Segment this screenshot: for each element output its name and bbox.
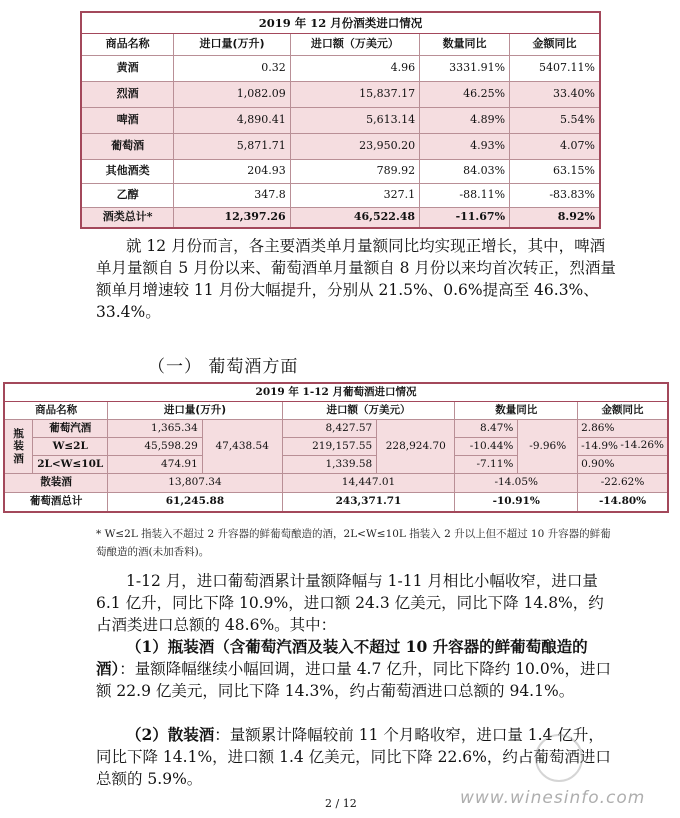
col-header: 进口量(万升) — [108, 402, 282, 420]
cell: 474.91 — [108, 456, 203, 474]
cell: 5.54% — [510, 108, 600, 134]
table-title: 2019 年 1-12 月葡萄酒进口情况 — [4, 383, 668, 402]
cell: 15,837.17 — [290, 82, 419, 108]
cell: 4,890.41 — [174, 108, 290, 134]
cell: 33.40% — [510, 82, 600, 108]
cell: 327.1 — [290, 184, 419, 208]
bulk-text: ：量额累计降幅较前 11 个月略收窄，进口量 1.4 亿升，同比下降 14.1%，进口额 1.4 亿美元，同比下降 22.6%，约占葡萄酒进口总额的 5.9%。 — [96, 726, 611, 788]
cell: 5407.11% — [510, 56, 600, 82]
total-row — [4, 493, 668, 512]
cell: 4.93% — [420, 134, 510, 160]
cell: -14.05% — [455, 474, 578, 493]
page-number: 2 / 12 — [325, 797, 357, 810]
total-row — [81, 208, 600, 228]
cell: 0.90% — [581, 457, 615, 470]
col-header: 数量同比 — [455, 402, 578, 420]
monthly-import-table — [80, 11, 601, 229]
cell: 4.89% — [420, 108, 510, 134]
col-header: 商品名称 — [81, 34, 174, 56]
cell: 789.92 — [290, 160, 419, 184]
cell: W≤2L — [33, 438, 108, 456]
site-watermark: www.winesinfo.com — [460, 788, 646, 808]
bulk-lead: （2）散装酒 — [126, 725, 215, 744]
amt-cell — [578, 456, 668, 474]
amt-cell — [578, 420, 668, 438]
table-row — [81, 82, 600, 108]
bottled-total-val: 228,924.70 — [377, 420, 455, 474]
cell: 3331.91% — [420, 56, 510, 82]
cell: 347.8 — [174, 184, 290, 208]
cell: 46,522.48 — [290, 208, 419, 228]
col-header: 数量同比 — [420, 34, 510, 56]
bottled-label: 瓶装酒 — [4, 420, 33, 474]
cell: 乙醇 — [81, 184, 174, 208]
annual-wine-table — [3, 382, 669, 513]
cell: 4.96 — [290, 56, 419, 82]
table-row — [81, 56, 600, 82]
cell: 1,365.34 — [108, 420, 203, 438]
table-row — [81, 134, 600, 160]
cell: 烈酒 — [81, 82, 174, 108]
cell: 4.07% — [510, 134, 600, 160]
cell: 1,339.58 — [282, 456, 377, 474]
cell: 45,598.29 — [108, 438, 203, 456]
cell: 13,807.34 — [108, 474, 282, 493]
cell: 酒类总计* — [81, 208, 174, 228]
cell: 12,397.26 — [174, 208, 290, 228]
bottled-total-vol: 47,438.54 — [202, 420, 282, 474]
cell: 5,871.71 — [174, 134, 290, 160]
cell: 63.15% — [510, 160, 600, 184]
cell: -10.91% — [455, 493, 578, 512]
cell: 243,371.71 — [282, 493, 455, 512]
table-row — [81, 160, 600, 184]
cell: 1,082.09 — [174, 82, 290, 108]
paragraph-monthly: 就 12 月份而言，各主要酒类单月量额同比均实现正增长，其中，啤酒单月量额自 5 月份以来、葡萄酒单月量额自 8 月份以来均首次转正，烈酒量额单月增速较 11 月份大幅提升，分别从 21.5%、0.6%提高至 46.3%、33.4%。 — [96, 237, 616, 321]
cell: 5,613.14 — [290, 108, 419, 134]
cell: 8,427.57 — [282, 420, 377, 438]
watermark-logo-icon — [535, 734, 583, 782]
footnote: * W≤2L 指装入不超过 2 升容器的鲜葡萄酿造的酒，2L<W≤10L 指装入 2 升以上但不超过 10 升容器的鲜葡萄酿造的酒(未加香料)。 — [96, 528, 611, 558]
table-row — [81, 184, 600, 208]
table-row — [4, 420, 668, 438]
cell: 葡萄酒 — [81, 134, 174, 160]
cell: 葡萄酒总计 — [4, 493, 108, 512]
cell: 8.92% — [510, 208, 600, 228]
bottled-text: ：量额降幅继续小幅回调，进口量 4.7 亿升，同比下降约 10.0%，进口额 22.9 亿美元，同比下降 14.3%，约占葡萄酒进口总额的 94.1%。 — [96, 660, 611, 700]
bottled-qty-yoy: -9.96% — [518, 420, 578, 474]
table-row — [81, 108, 600, 134]
cell: -14.9% — [581, 439, 618, 452]
cell: 23,950.20 — [290, 134, 419, 160]
col-header: 金额同比 — [578, 402, 668, 420]
cell: -10.44% — [455, 438, 518, 456]
cell: 2L<W≤10L — [33, 456, 108, 474]
cell: 84.03% — [420, 160, 510, 184]
cell: -11.67% — [420, 208, 510, 228]
cell: 0.32 — [174, 56, 290, 82]
cell: 散装酒 — [4, 474, 108, 493]
col-header: 进口额（万美元） — [282, 402, 455, 420]
col-header: 进口量(万升) — [174, 34, 290, 56]
cell: 其他酒类 — [81, 160, 174, 184]
cell: 8.47% — [455, 420, 518, 438]
cell: 61,245.88 — [108, 493, 282, 512]
table-title: 2019 年 12 月份酒类进口情况 — [81, 12, 600, 34]
bulk-row — [4, 474, 668, 493]
bottled-amt-yoy: -14.26% — [620, 439, 664, 451]
cell: 2.86% — [581, 421, 615, 434]
cell: 14,447.01 — [282, 474, 455, 493]
col-header: 商品名称 — [4, 402, 108, 420]
section-heading: （一） 葡萄酒方面 — [148, 357, 299, 377]
cell: 啤酒 — [81, 108, 174, 134]
cell: -7.11% — [455, 456, 518, 474]
col-header: 进口额（万美元） — [290, 34, 419, 56]
col-header: 金额同比 — [510, 34, 600, 56]
bottled-lead: （1）瓶装酒（含葡萄汽酒及装入不超过 10 升容器的鲜葡萄酿造的酒） — [96, 637, 588, 678]
cell: 黄酒 — [81, 56, 174, 82]
cell: 葡萄汽酒 — [33, 420, 108, 438]
paragraph-bottled — [96, 636, 616, 702]
paragraph-annual: 1-12 月，进口葡萄酒累计量额降幅与 1-11 月相比小幅收窄，进口量 6.1 亿升，同比下降 10.9%，进口额 24.3 亿美元，同比下降 14.8%，约占酒类进口总额的 48.6%。其中： — [96, 572, 604, 634]
cell: -14.80% — [578, 493, 668, 512]
cell: -22.62% — [578, 474, 668, 493]
amt-cell — [578, 438, 668, 456]
cell: 204.93 — [174, 160, 290, 184]
cell: -83.83% — [510, 184, 600, 208]
cell: 46.25% — [420, 82, 510, 108]
cell: -88.11% — [420, 184, 510, 208]
cell: 219,157.55 — [282, 438, 377, 456]
